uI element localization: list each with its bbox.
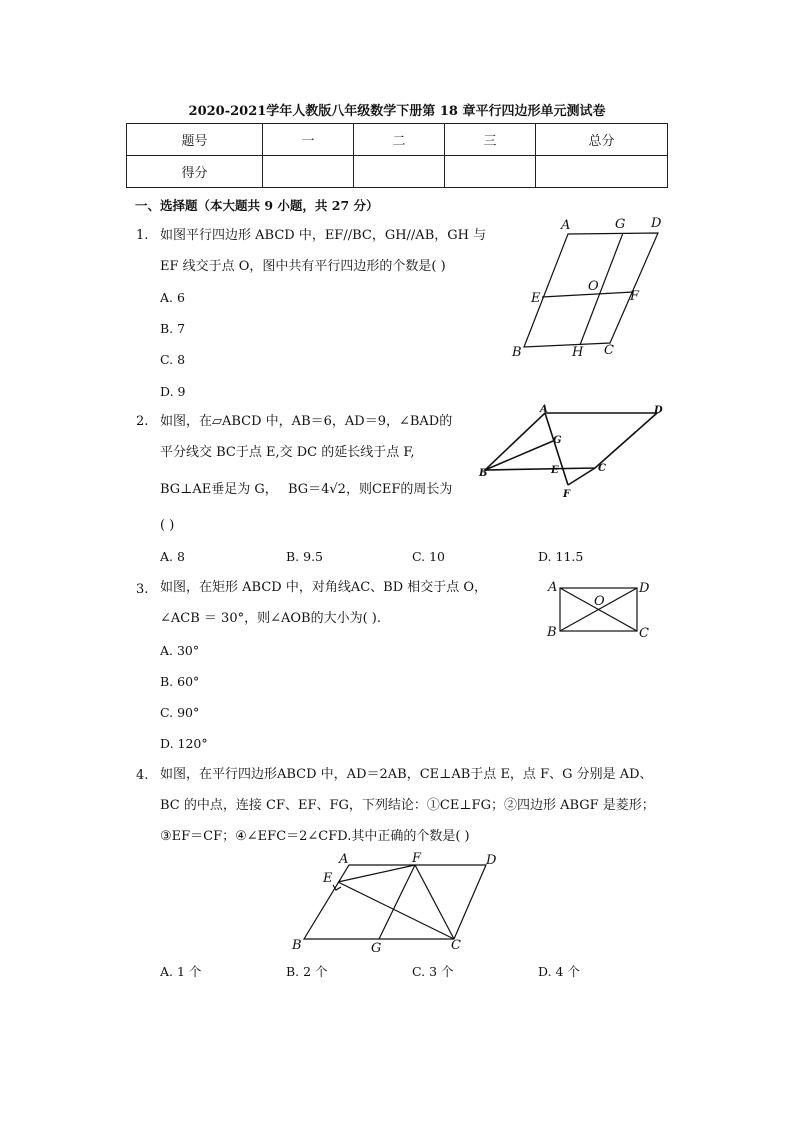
fig-label: E [323,871,333,886]
fig-label: D [486,853,497,868]
fig-label: E [551,465,559,476]
question-text: 平分线交 BC于点 E,交 DC 的延长线于点 F, [160,445,415,460]
fig-label: A [339,852,349,867]
table-cell[interactable] [536,156,668,188]
fig-label: C [639,626,649,641]
figure-q3-rectangle [540,576,660,641]
figure-q2-parallelogram [475,400,675,505]
fig-label: D [651,216,662,231]
question-text: 如图平行四边形 ABCD 中，EF//BC，GH//AB，GH 与 [160,228,487,243]
question-text: ③EF＝CF；④∠EFC＝2∠CFD.其中正确的个数是( ) [160,829,470,844]
question-text: EF 线交于点 O，图中共有平行四边形的个数是( ) [160,259,446,274]
option-c[interactable]: C. 3 个 [412,964,454,979]
question-text [160,482,452,498]
score-table [126,123,668,188]
fig-label: D [639,581,650,596]
fig-label: A [548,580,558,595]
option-d[interactable]: D. 11.5 [538,549,584,564]
table-row [127,124,668,156]
option-b[interactable]: B. 2 个 [286,964,328,979]
fig-label: C [451,938,461,953]
question-text: 如图，在▱ABCD 中，AB＝6，AD＝9，∠BAD的 [160,414,453,429]
segment-ef [338,865,415,882]
option-d[interactable]: D. 120° [160,736,208,751]
option-b[interactable]: B. 7 [160,321,186,336]
table-cell[interactable] [445,156,536,188]
parallelogram-abcd [485,413,657,470]
table-cell: 总分 [536,124,668,156]
fig-label: A [540,404,548,415]
fig-label: G [615,217,626,232]
fig-label: C [598,463,606,474]
option-c[interactable]: C. 10 [412,549,445,564]
option-a[interactable]: A. 1 个 [160,964,202,979]
fig-label: D [654,405,663,416]
question-number: 4. [136,768,149,783]
section-heading: 一、选择题（本大题共 9 小题，共 27 分） [135,198,379,213]
text-span: ，则CEF的周长为 [345,482,453,497]
option-d[interactable]: D. 9 [160,384,186,399]
fig-label: B [292,938,302,953]
question-number: 2. [136,414,149,429]
fig-label: F [630,289,640,304]
segment-ce [338,882,454,939]
fig-label: C [604,343,614,358]
question-text: BC 的中点，连接 CF、EF、FG，下列结论：①CE⊥FG；②四边形 ABGF 是菱形； [160,798,655,813]
option-c[interactable]: C. 8 [160,352,186,367]
segment-cf [568,468,595,485]
table-row [127,156,668,188]
option-a[interactable]: A. 8 [160,549,185,564]
fig-label: B [512,345,522,360]
text-span: BG⊥AE垂足为 G， [160,482,278,497]
option-d[interactable]: D. 4 个 [538,964,580,979]
fig-label: B [479,468,488,479]
fig-label: O [594,594,605,609]
question-text: 如图，在矩形 ABCD 中，对角线AC、BD 相交于点 O， [160,580,488,595]
table-cell: 三 [445,124,536,156]
fig-label: A [561,218,571,233]
fig-label: E [531,291,541,306]
fig-label: B [547,625,557,640]
table-cell[interactable] [263,156,354,188]
fig-label: H [572,345,584,360]
table-cell: 题号 [127,124,263,156]
math-expression: BG＝4√2 [287,482,346,497]
page-title: 2020-2021学年人教版八年级数学下册第 18 章平行四边形单元测试卷 [188,104,606,119]
segment-cf [415,865,454,939]
table-cell: 得分 [127,156,263,188]
fig-label: G [553,435,562,446]
option-b[interactable]: B. 9.5 [286,549,324,564]
question-number: 3. [136,582,149,597]
option-b[interactable]: B. 60° [160,674,200,689]
table-cell[interactable] [354,156,445,188]
option-a[interactable]: A. 30° [160,643,200,658]
fig-label: O [588,279,599,294]
segment-bg [485,441,553,470]
answer-bracket: ( ) [160,518,175,533]
segment-fg [379,865,415,939]
table-cell: 一 [263,124,354,156]
table-cell: 二 [354,124,445,156]
option-a[interactable]: A. 6 [160,290,185,305]
fig-label: F [563,489,571,500]
question-text: 如图，在平行四边形ABCD 中，AD＝2AB，CE⊥AB于点 E，点 F、G 分别是 AD、 [160,767,653,782]
figure-q1-parallelogram [505,212,675,364]
figure-q4-parallelogram [285,845,505,960]
question-text: ∠ACB ＝ 30°，则∠AOB的大小为( ). [160,611,381,626]
option-c[interactable]: C. 90° [160,705,200,720]
question-number: 1. [136,228,149,243]
fig-label: G [371,941,382,956]
fig-label: F [412,851,422,866]
